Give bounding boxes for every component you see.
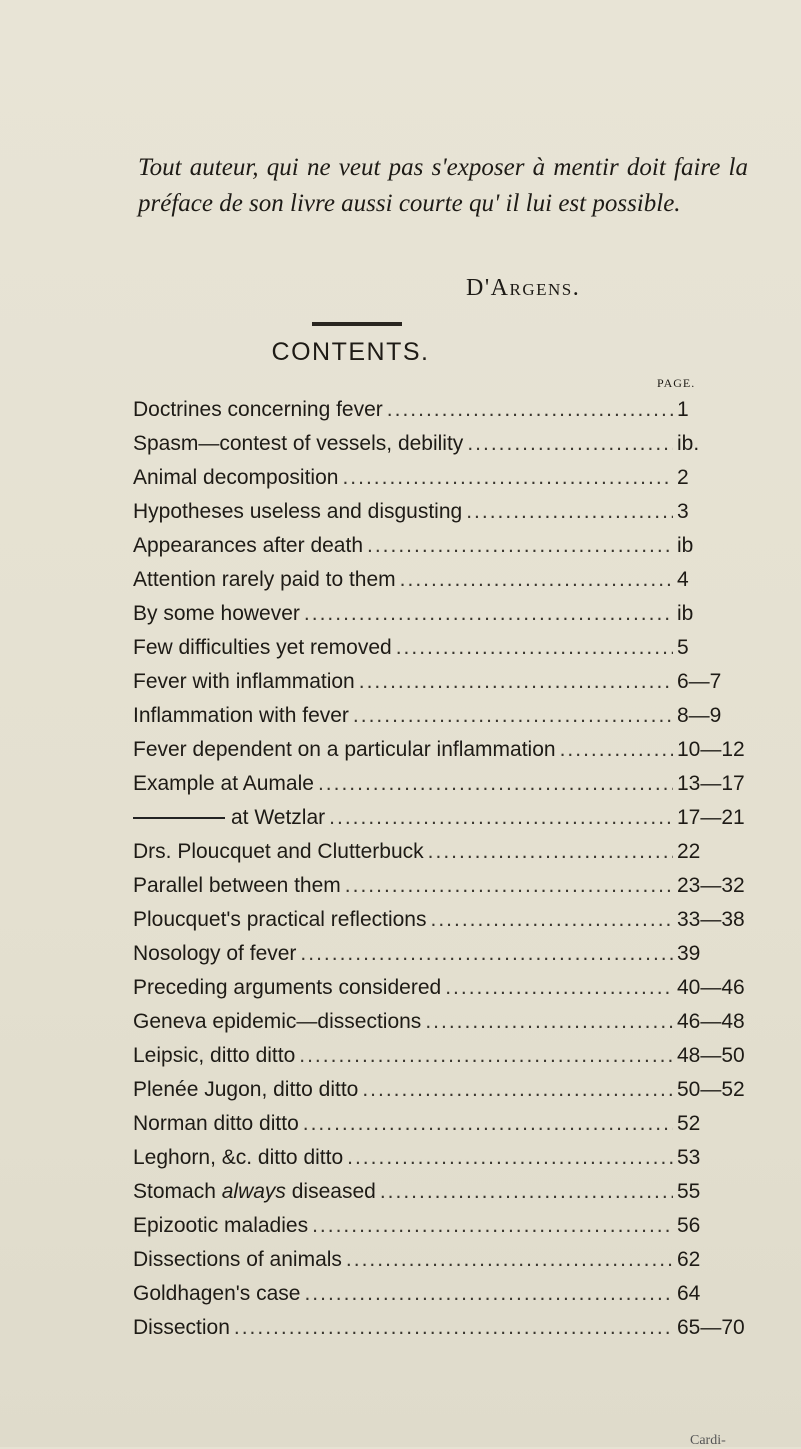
toc-entry-title: Dissection xyxy=(133,1316,230,1339)
toc-entry-page: 8—9 xyxy=(677,704,722,727)
toc-entry-title: Stomach always diseased xyxy=(133,1180,376,1203)
epigraph-author: D'Argens. xyxy=(466,275,581,301)
toc-entry-page: 40—46 xyxy=(677,976,745,999)
toc-entry-page: 6—7 xyxy=(677,670,722,693)
toc-entry-page: ib. xyxy=(677,432,700,455)
toc-entry-title: Spasm—contest of vessels, debility xyxy=(133,432,464,455)
toc-entry-page: 53 xyxy=(677,1146,701,1169)
toc-entry-page: 46—48 xyxy=(677,1010,745,1033)
toc-entry xyxy=(133,1010,773,1044)
divider-rule xyxy=(312,322,402,326)
toc-entry-page: 64 xyxy=(677,1282,701,1305)
toc-entry-page: 33—38 xyxy=(677,908,745,931)
toc-entry-page: 48—50 xyxy=(677,1044,745,1067)
toc-entry-title: at Wetzlar xyxy=(231,806,326,829)
toc-entry-page: 55 xyxy=(677,1180,701,1203)
toc-entry xyxy=(133,1180,773,1214)
toc-entry-title: Animal decomposition xyxy=(133,466,339,489)
toc-entry xyxy=(133,1078,773,1112)
toc-entry-title: Goldhagen's case xyxy=(133,1282,301,1305)
toc-entry xyxy=(133,1316,773,1350)
toc-entry xyxy=(133,432,773,466)
toc-entry-title: Appearances after death xyxy=(133,534,363,557)
toc-entry xyxy=(133,568,773,602)
toc-entry-page: 4 xyxy=(677,568,689,591)
toc-entry-title: Epizootic maladies xyxy=(133,1214,309,1237)
toc-entry xyxy=(133,704,773,738)
toc-entry xyxy=(133,1044,773,1078)
toc-entry-title: Fever dependent on a particular inflammation xyxy=(133,738,556,761)
toc-entry-title: Doctrines concerning fever xyxy=(133,398,383,421)
toc-entry-title: Leipsic, ditto ditto xyxy=(133,1044,296,1067)
toc-entry-page: 22 xyxy=(677,840,701,863)
toc-entry xyxy=(133,534,773,568)
toc-entry-title: Inflammation with fever xyxy=(133,704,349,727)
toc-entry-page: 1 xyxy=(677,398,689,421)
toc-entry-title: Hypotheses useless and disgusting xyxy=(133,500,463,523)
toc-entry xyxy=(133,500,773,534)
toc-entry-page: 2 xyxy=(677,466,689,489)
toc-entry xyxy=(133,466,773,500)
toc-entry xyxy=(133,398,773,432)
contents-heading: CONTENTS. xyxy=(271,338,430,366)
toc-entry-page: 13—17 xyxy=(677,772,745,795)
toc-entry-page: 23—32 xyxy=(677,874,745,897)
toc-entry-title: Geneva epidemic—dissections xyxy=(133,1010,422,1033)
toc-entry-title: Dissections of animals xyxy=(133,1248,342,1271)
toc-entry xyxy=(133,1112,773,1146)
toc-entry-page: 52 xyxy=(677,1112,701,1135)
toc-entry-page: ib xyxy=(677,602,694,625)
toc-entry-page: 65—70 xyxy=(677,1316,745,1339)
toc-entry xyxy=(133,772,773,806)
toc-entry xyxy=(133,738,773,772)
toc-entry-title: Nosology of fever xyxy=(133,942,297,965)
toc-entry xyxy=(133,874,773,908)
toc-entry-page: 10—12 xyxy=(677,738,745,761)
toc-entry xyxy=(133,1248,773,1282)
toc-entry xyxy=(133,636,773,670)
toc-entry xyxy=(133,976,773,1010)
toc-entry xyxy=(133,670,773,704)
toc-entry xyxy=(133,840,773,874)
toc-entry-page: ib xyxy=(677,534,694,557)
toc-entry-page: 39 xyxy=(677,942,701,965)
toc-entry-title: Example at Aumale xyxy=(133,772,314,795)
toc-entry-title: Few difficulties yet removed xyxy=(133,636,392,659)
toc-entry xyxy=(133,1146,773,1180)
toc-entry-page: 5 xyxy=(677,636,689,659)
toc-entry-page: 56 xyxy=(677,1214,701,1237)
toc-entry-title: Fever with inflammation xyxy=(133,670,355,693)
toc-entry-title: By some however xyxy=(133,602,300,625)
contents-list xyxy=(133,398,773,1350)
toc-entry-title: Attention rarely paid to them xyxy=(133,568,396,591)
toc-entry-title: Parallel between them xyxy=(133,874,341,897)
toc-entry-title: Drs. Ploucquet and Clutterbuck xyxy=(133,840,424,863)
toc-entry-page: 62 xyxy=(677,1248,701,1271)
ditto-dash xyxy=(133,817,225,819)
toc-entry-page: 17—21 xyxy=(677,806,745,829)
page-column-label: PAGE. xyxy=(657,376,696,390)
toc-entry-title: Leghorn, &c. ditto ditto xyxy=(133,1146,344,1169)
toc-entry-title: Norman ditto ditto xyxy=(133,1112,299,1135)
toc-entry xyxy=(133,1282,773,1316)
toc-entry-page: 3 xyxy=(677,500,689,523)
toc-entry xyxy=(133,942,773,976)
toc-entry xyxy=(133,806,773,840)
toc-entry-title: Ploucquet's practical reflections xyxy=(133,908,427,931)
toc-entry xyxy=(133,602,773,636)
catchword: Cardi- xyxy=(690,1433,726,1448)
toc-entry xyxy=(133,1214,773,1248)
toc-entry-page: 50—52 xyxy=(677,1078,745,1101)
toc-entry-title: Plenée Jugon, ditto ditto xyxy=(133,1078,359,1101)
epigraph: Tout auteur, qui ne veut pas s'exposer à mentir doit faire la préface de son livre aussi courte qu' il lui est possible. xyxy=(138,154,748,217)
toc-entry xyxy=(133,908,773,942)
toc-entry-title: Preceding arguments considered xyxy=(133,976,442,999)
